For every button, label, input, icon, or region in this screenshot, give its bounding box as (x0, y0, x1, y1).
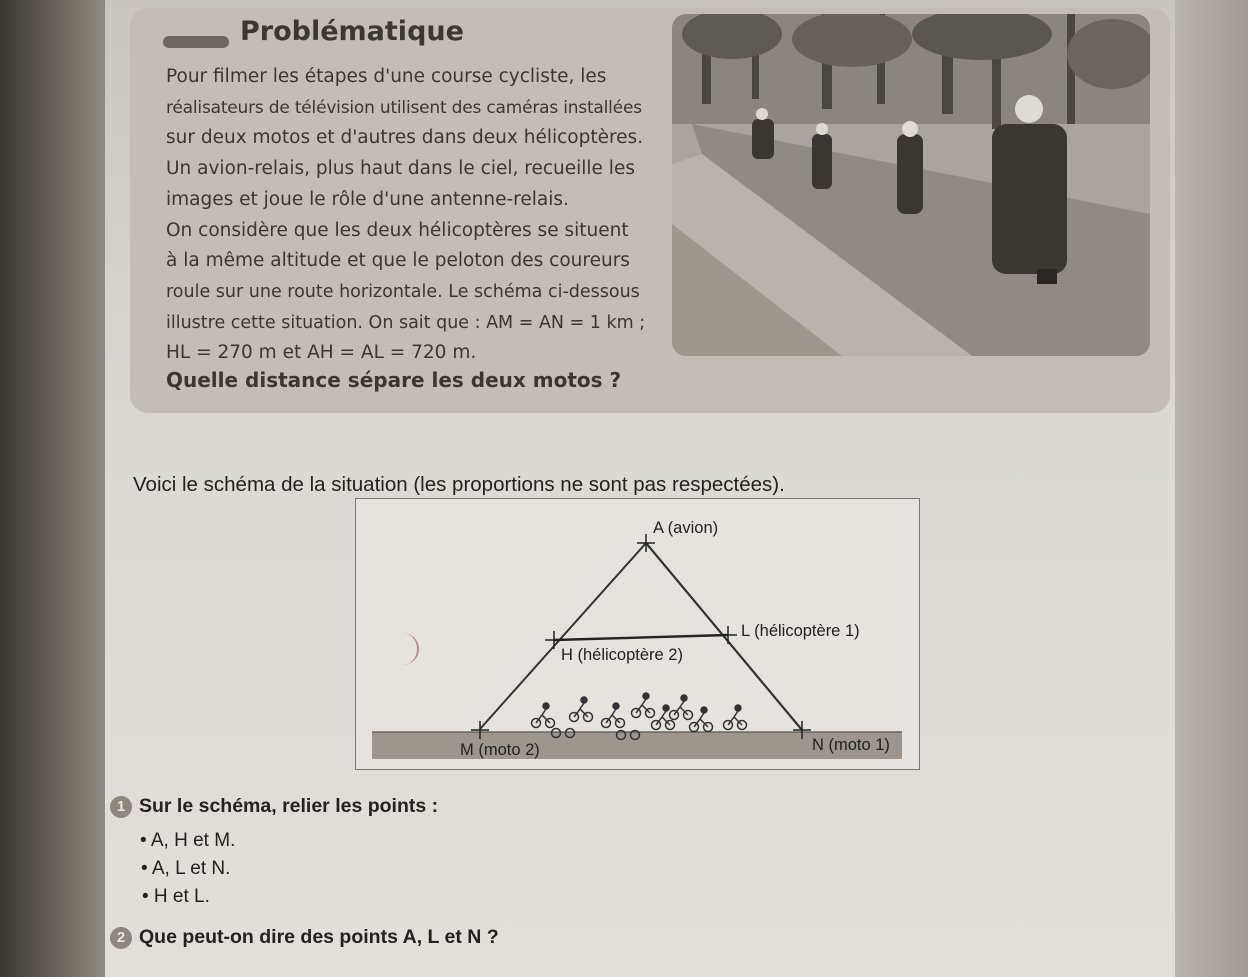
label-a: A (avion) (653, 519, 719, 537)
problem-line: images et joue le rôle d'une antenne-relais. (166, 188, 569, 210)
problem-line: Pour filmer les étapes d'une course cycliste, les (166, 66, 607, 87)
book-binding-shadow (0, 0, 105, 977)
exercise-item: • H et L. (142, 886, 210, 907)
label-n: N (moto 1) (812, 736, 890, 754)
exercise-item: • A, H et M. (140, 830, 236, 851)
problem-line: illustre cette situation. On sait que : AM = AN = 1 km ; (166, 312, 646, 333)
section-tag-bar (163, 36, 229, 48)
exercise-number-badge: 1 (110, 796, 132, 818)
problem-question: Quelle distance sépare les deux motos ? (166, 368, 622, 392)
situation-diagram (355, 498, 920, 770)
problem-line: réalisateurs de télévision utilisent des caméras installées (166, 97, 642, 118)
problem-line: sur deux motos et d'autres dans deux hélicoptères. (166, 127, 644, 149)
problem-text (166, 62, 666, 369)
exercise-text: Sur le schéma, relier les points : (139, 795, 439, 817)
problem-line: On considère que les deux hélicoptères se situent (166, 219, 629, 241)
exercise-number-badge: 2 (110, 927, 132, 949)
point-l-marker (719, 626, 737, 644)
segment-am (480, 543, 646, 729)
problem-line: HL = 270 m et AH = AL = 720 m. (166, 342, 477, 364)
exercise-item: • A, L et N. (141, 858, 231, 879)
problem-line: roule sur une route horizontale. Le schéma ci-dessous (166, 281, 640, 302)
schema-caption: Voici le schéma de la situation (les proportions ne sont pas respectées). (133, 473, 785, 496)
page-edge (1175, 0, 1248, 977)
problem-title: Problématique (240, 16, 464, 47)
cycling-race-photo (672, 14, 1150, 356)
exercise-text: Que peut-on dire des points A, L et N ? (139, 926, 499, 948)
problem-line: Un avion-relais, plus haut dans le ciel, recueille les (166, 158, 635, 180)
problem-line: à la même altitude et que le peloton des coureurs (166, 250, 630, 272)
label-m: M (moto 2) (460, 741, 540, 759)
label-h: H (hélicoptère 2) (561, 646, 683, 664)
label-l: L (hélicoptère 1) (741, 622, 860, 640)
segment-hl (554, 635, 728, 640)
